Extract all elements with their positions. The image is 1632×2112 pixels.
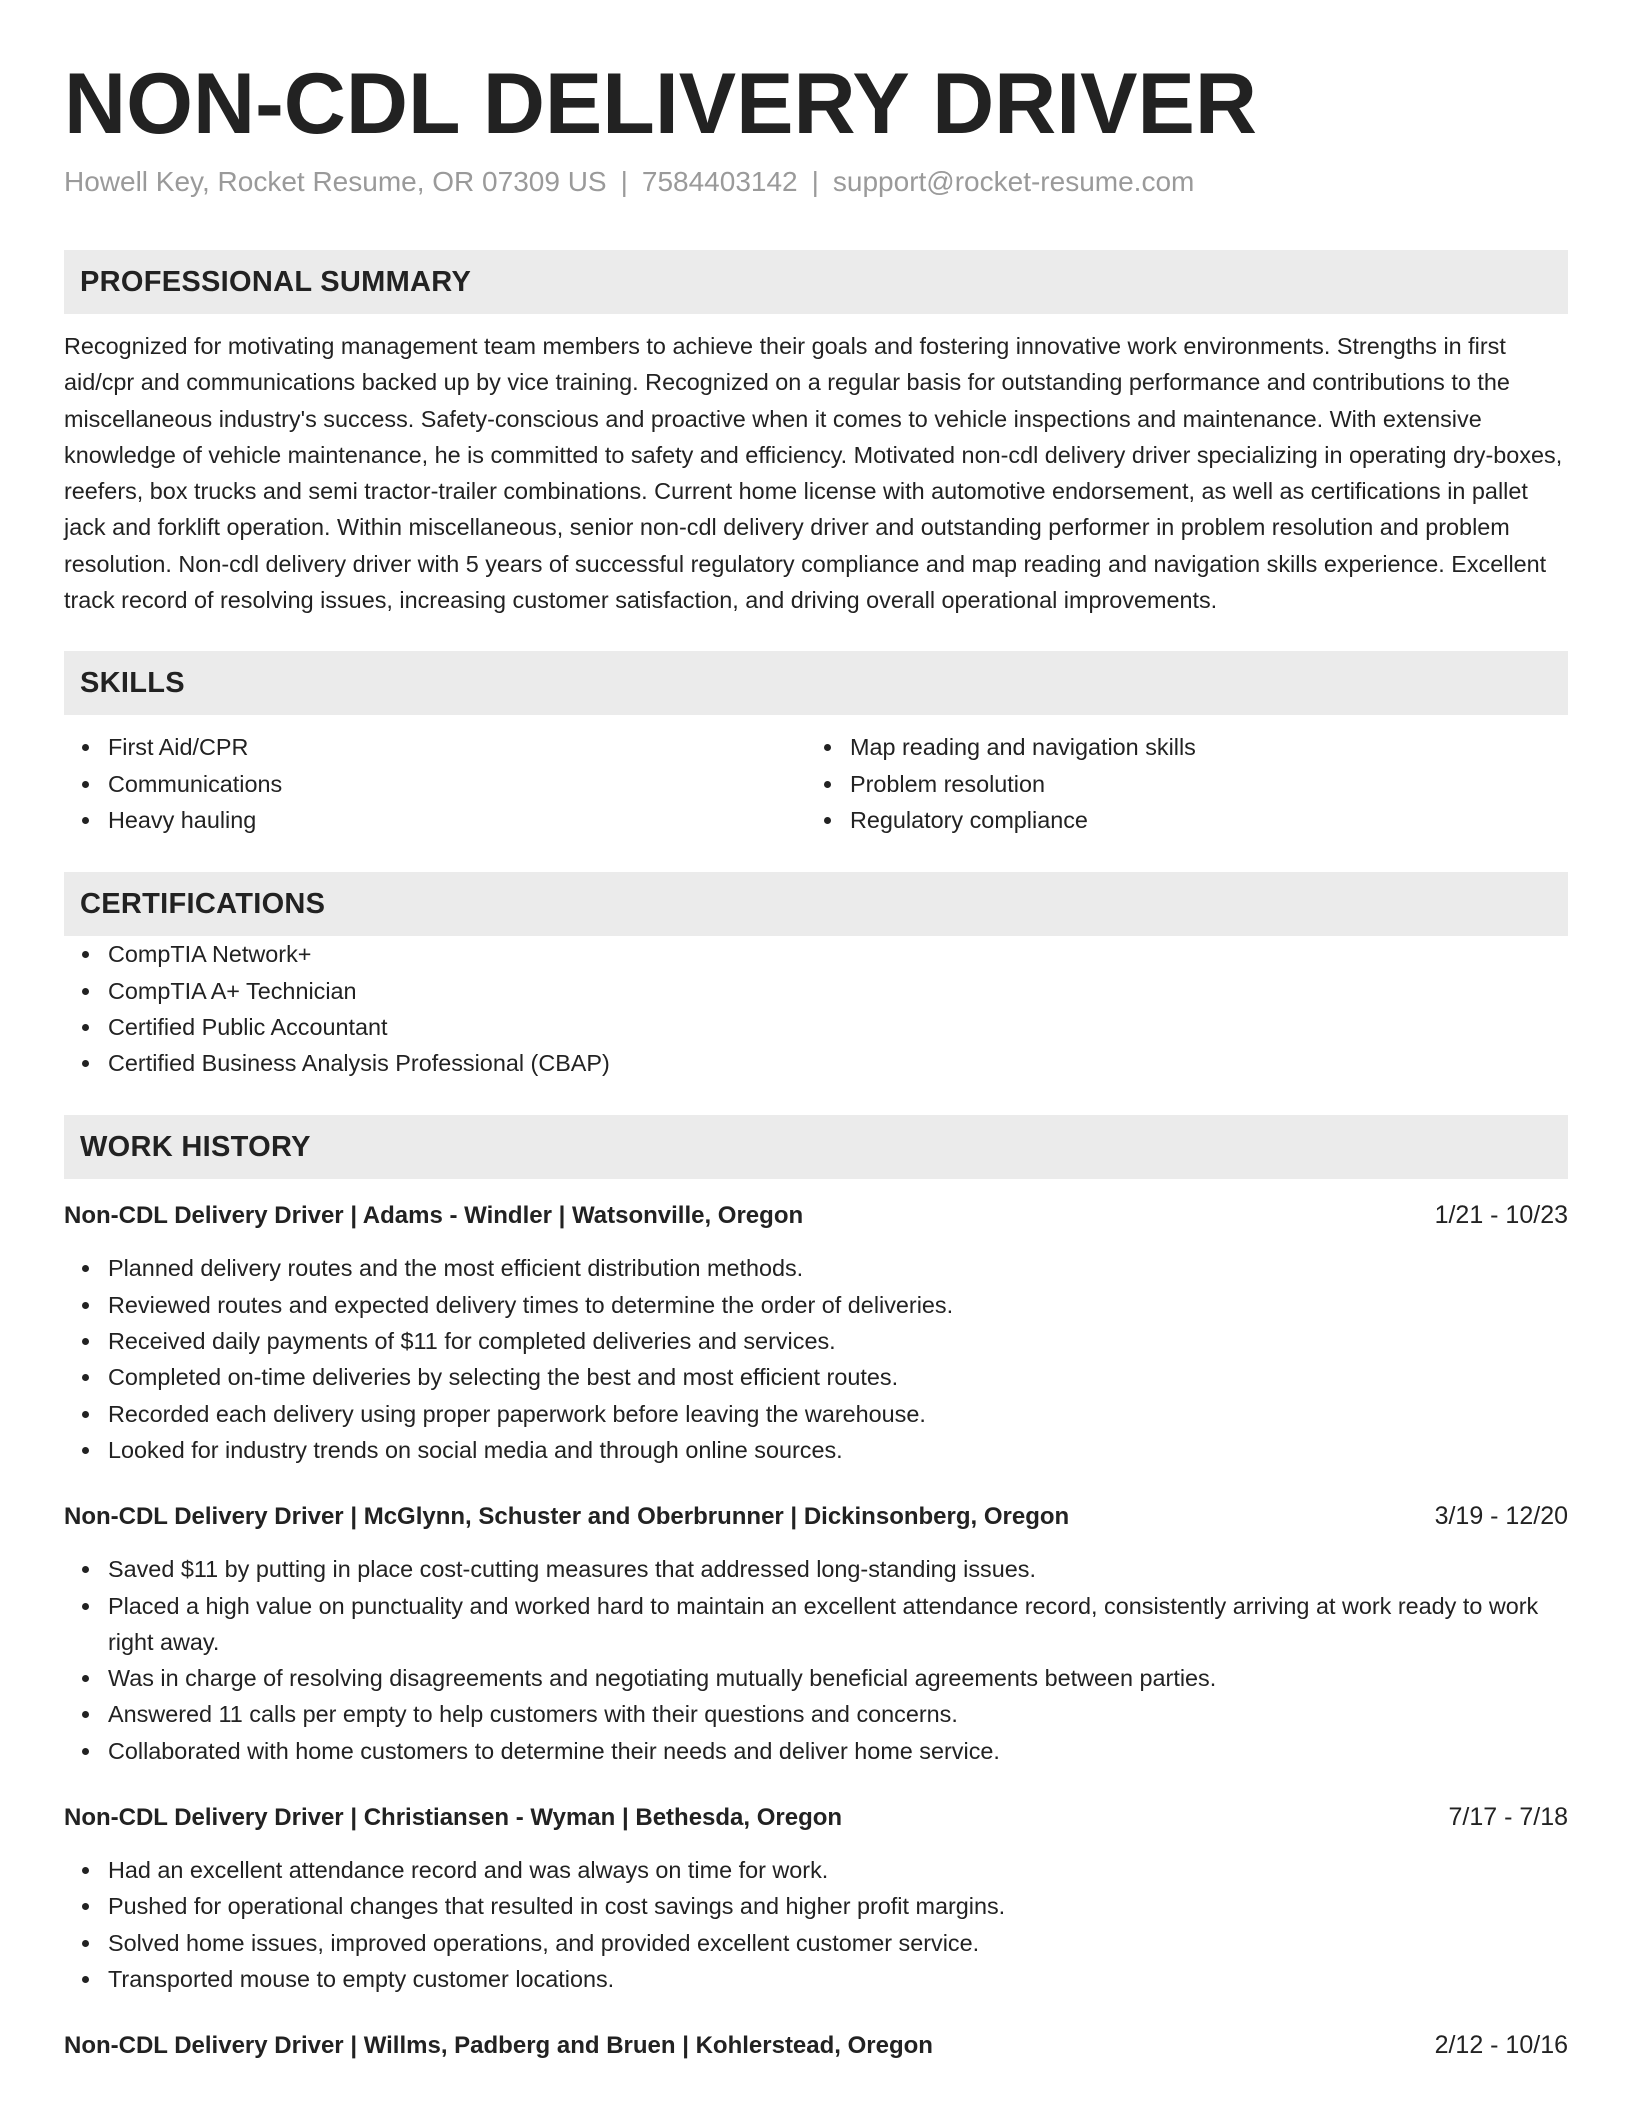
job-dates: 1/21 - 10/23 (1434, 1201, 1568, 1230)
job-title: Non-CDL Delivery Driver | McGlynn, Schuster and Oberbrunner | Dickinsonberg, Oregon (64, 1503, 1070, 1531)
certification-item: CompTIA A+ Technician (108, 973, 1568, 1009)
job-bullet: Saved $11 by putting in place cost-cutting measures that addressed long-standing issues. (108, 1551, 1568, 1587)
certification-item: CompTIA Network+ (108, 936, 1568, 972)
job-bullet: Placed a high value on punctuality and worked hard to maintain an excellent attendance record, consistently arriving at work ready to work right away. (108, 1588, 1568, 1661)
contact-phone: 7584403142 (641, 166, 798, 197)
job-bullet: Transported mouse to empty customer locations. (108, 1961, 1568, 1997)
job-title: Non-CDL Delivery Driver | Willms, Padberg and Bruen | Kohlerstead, Oregon (64, 2032, 933, 2060)
job-bullet: Planned delivery routes and the most efficient distribution methods. (108, 1250, 1568, 1286)
job-bullets (64, 1250, 1568, 1468)
skill-item: Map reading and navigation skills (850, 729, 1548, 765)
skills-columns (64, 729, 1568, 838)
skill-item: Problem resolution (850, 766, 1548, 802)
certification-item: Certified Public Accountant (108, 1009, 1568, 1045)
job-bullet: Received daily payments of $11 for completed deliveries and services. (108, 1323, 1568, 1359)
skill-item: Regulatory compliance (850, 802, 1548, 838)
contact-email: support@rocket-resume.com (832, 166, 1195, 197)
section-heading-summary: PROFESSIONAL SUMMARY (64, 250, 1568, 314)
section-heading-skills: SKILLS (64, 651, 1568, 715)
section-heading-certifications: CERTIFICATIONS (64, 872, 1568, 936)
job-header (64, 2027, 1568, 2064)
skills-column-right (806, 729, 1548, 838)
resume-page (64, 0, 1568, 2064)
contact-separator: | (811, 166, 819, 197)
job-bullet: Pushed for operational changes that resulted in cost savings and higher profit margins. (108, 1888, 1568, 1924)
job-bullet: Reviewed routes and expected delivery times to determine the order of deliveries. (108, 1287, 1568, 1323)
job-bullets (64, 1852, 1568, 1997)
job-bullet: Collaborated with home customers to determine their needs and deliver home service. (108, 1733, 1568, 1769)
skill-item: Heavy hauling (108, 802, 806, 838)
job-bullet: Had an excellent attendance record and was always on time for work. (108, 1852, 1568, 1888)
skill-item: First Aid/CPR (108, 729, 806, 765)
job-dates: 2/12 - 10/16 (1434, 2031, 1568, 2060)
job-entry (64, 1799, 1568, 1997)
job-title: Non-CDL Delivery Driver | Christiansen - Wyman | Bethesda, Oregon (64, 1804, 843, 1832)
job-header (64, 1197, 1568, 1234)
contact-separator: | (620, 166, 628, 197)
job-header (64, 1498, 1568, 1535)
job-bullet: Completed on-time deliveries by selecting the best and most efficient routes. (108, 1359, 1568, 1395)
contact-line (64, 164, 1568, 200)
contact-address: Howell Key, Rocket Resume, OR 07309 US (64, 166, 607, 197)
job-entry (64, 1197, 1568, 1468)
skills-list-right (806, 729, 1548, 838)
certification-item: Certified Business Analysis Professional (CBAP) (108, 1045, 1568, 1081)
skill-item: Communications (108, 766, 806, 802)
job-bullet: Looked for industry trends on social media and through online sources. (108, 1432, 1568, 1468)
resume-title: NON-CDL DELIVERY DRIVER (64, 56, 1257, 152)
job-dates: 3/19 - 12/20 (1434, 1502, 1568, 1531)
section-heading-work-history: WORK HISTORY (64, 1115, 1568, 1179)
job-title: Non-CDL Delivery Driver | Adams - Windler | Watsonville, Oregon (64, 1202, 804, 1230)
job-bullet: Solved home issues, improved operations, and provided excellent customer service. (108, 1925, 1568, 1961)
skills-column-left (64, 729, 806, 838)
skills-list-left (64, 729, 806, 838)
job-bullet: Was in charge of resolving disagreements and negotiating mutually beneficial agreements between parties. (108, 1660, 1568, 1696)
job-entry (64, 2027, 1568, 2064)
job-dates: 7/17 - 7/18 (1448, 1803, 1568, 1832)
summary-paragraph: Recognized for motivating management team members to achieve their goals and fostering innovative work environments. Strengths in first aid/cpr and communications backed up by vice training. Recognized on a regular basis for outstanding performance and contributions to the miscellaneous industry's success. Safety-conscious and proactive when it comes to vehicle inspections and maintenance. With extensive knowledge of vehicle maintenance, he is committed to safety and efficiency. Motivated non-cdl delivery driver specializing in operating dry-boxes, reefers, box trucks and semi tractor-trailer combinations. Current home license with automotive endorsement, as well as certifications in pallet jack and forklift operation. Within miscellaneous, senior non-cdl delivery driver and outstanding performer in problem resolution and problem resolution. Non-cdl delivery driver with 5 years of successful regulatory compliance and map reading and navigation skills experience. Excellent track record of resolving issues, increasing customer satisfaction, and driving overall operational improvements. (64, 333, 1563, 614)
job-bullets (64, 1551, 1568, 1769)
certifications-list (64, 936, 1568, 1081)
job-entry (64, 1498, 1568, 1769)
job-bullet: Answered 11 calls per empty to help customers with their questions and concerns. (108, 1696, 1568, 1732)
job-header (64, 1799, 1568, 1836)
job-bullet: Recorded each delivery using proper paperwork before leaving the warehouse. (108, 1396, 1568, 1432)
